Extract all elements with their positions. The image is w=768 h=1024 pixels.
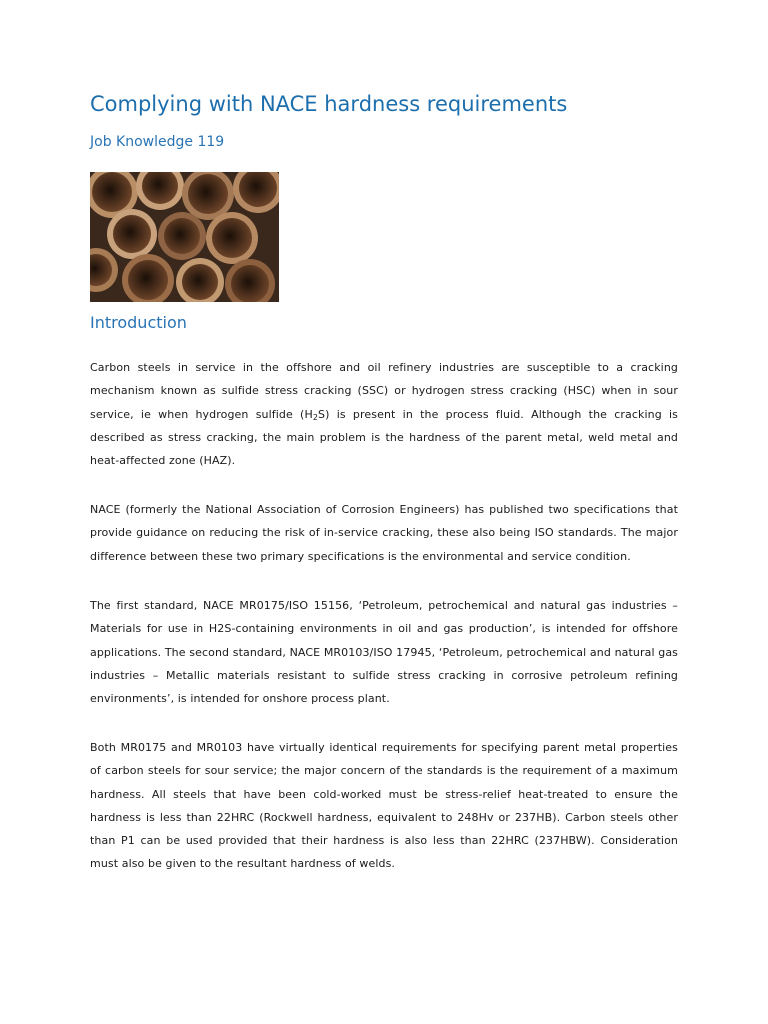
paragraph-1-text-a: Carbon steels in service in the offshore and oil refinery industries are susceptible to a cracking mechanism known as sulfide stress cracking (SSC) or hydrogen stress cracking (HSC) when in sour service, ie when hydrogen sulfide (H: [90, 361, 678, 421]
paragraph-2: NACE (formerly the National Association of Corrosion Engineers) has published two specifications that provide guidance on reducing the risk of in-service cracking, these also being ISO standards. The major difference between these two primary specifications is the environmental and service condition.: [90, 503, 678, 563]
paragraph-1-text-b: S) is present in the process fluid. Although the cracking is described as stress cracking, the main problem is the hardness of the parent metal, weld metal and heat-affected zone (HAZ).: [90, 407, 678, 468]
paragraph-1: [90, 356, 678, 472]
article-subtitle: Job Knowledge 119: [90, 134, 225, 150]
section-heading-introduction: Introduction: [90, 313, 187, 332]
page-title: Complying with NACE hardness requirements: [90, 92, 568, 116]
paragraph-4: Both MR0175 and MR0103 have virtually identical requirements for specifying parent metal properties of carbon steels for sour service; the major concern of the standards is the requirement of a maximum hardness. All steels that have been cold-worked must be stress-relief heat-treated to ensure the hardness is less than 22HRC (Rockwell hardness, equivalent to 248Hv or 237HB). Carbon steels other than P1 can be used provided that their hardness is also less than 22HRC (237HBW). Consideration must also be given to the resultant hardness of welds.: [90, 741, 678, 871]
subscript-2: 2: [312, 412, 319, 422]
paragraph-3: The first standard, NACE MR0175/ISO 15156, ‘Petroleum, petrochemical and natural gas industries – Materials for use in H2S-containing environments in oil and gas production’, is intended for offshore applications. The second standard, NACE MR0103/ISO 17945, ‘Petroleum, petrochemical and natural gas industries – Metallic materials resistant to sulfide stress cracking in corrosive petroleum refining environments’, is intended for onshore process plant.: [90, 599, 678, 706]
steel-pipes-image: [90, 172, 279, 302]
